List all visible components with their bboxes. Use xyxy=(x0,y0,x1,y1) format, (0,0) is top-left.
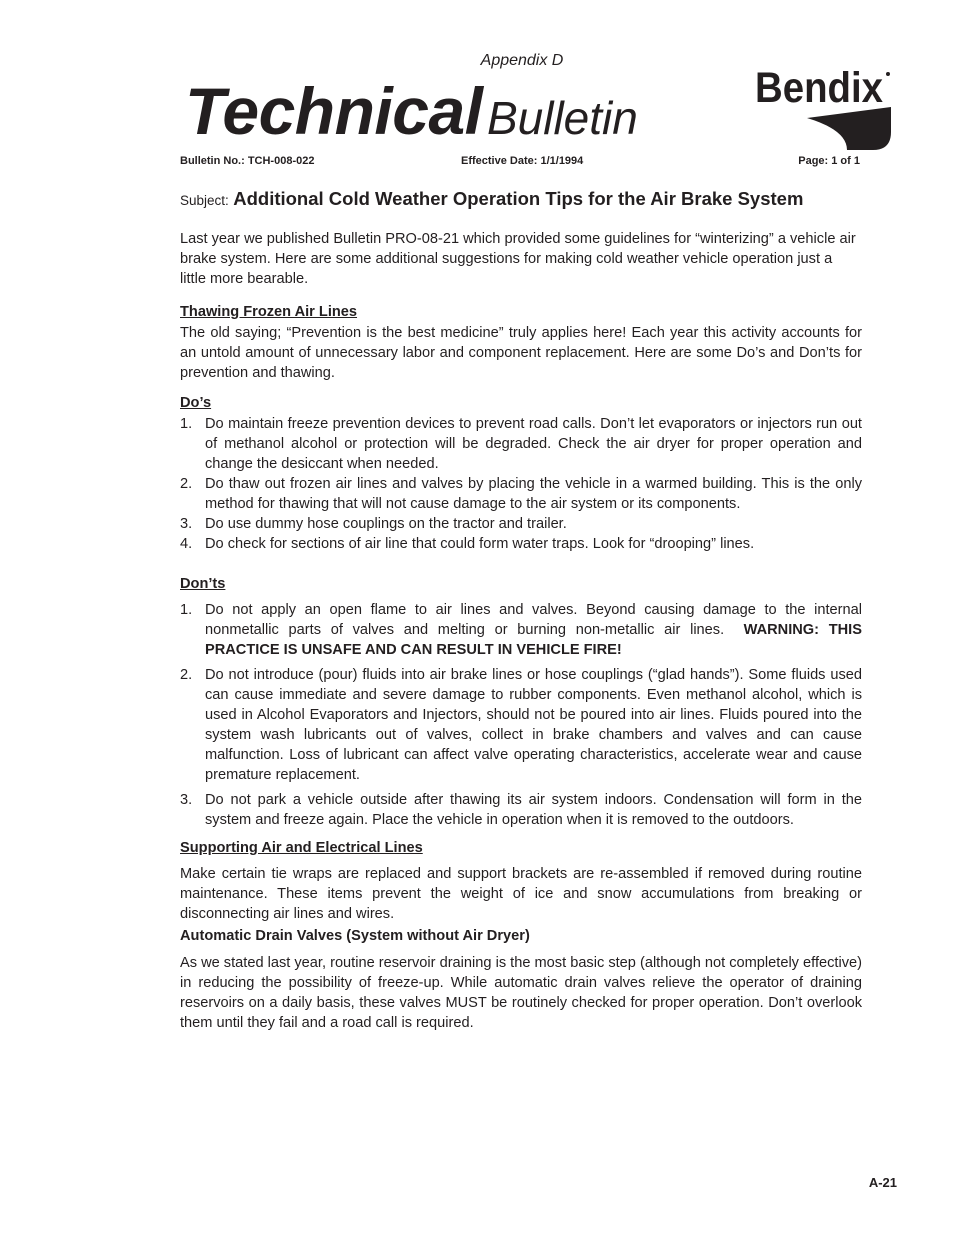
subject-label: Subject: xyxy=(180,193,229,208)
page-title xyxy=(185,74,638,148)
drain-heading: Automatic Drain Valves (System without Air Dryer) xyxy=(180,928,530,944)
logo-text: Bendix xyxy=(755,64,884,112)
list-item: 3. Do use dummy hose couplings on the tractor and trailer. xyxy=(180,516,567,532)
warning-text: WARNING: THIS PRACTICE IS UNSAFE AND CAN RESULT IN VEHICLE FIRE! xyxy=(205,622,862,658)
logo-swoosh xyxy=(807,107,891,150)
supporting-paragraph: Make certain tie wraps are replaced and support brackets are re-assembled if removed during routine maintenance. These items prevent the weight of ice and snow accumulations from breaking or disconnecting air lines and wires. xyxy=(180,866,862,922)
bendix-logo xyxy=(755,62,895,154)
dos-heading: Do’s xyxy=(180,395,212,411)
title-bulletin: Bulletin xyxy=(486,92,638,144)
subject-text: Additional Cold Weather Operation Tips for the Air Brake System xyxy=(233,188,804,209)
effective-date: Effective Date: 1/1/1994 xyxy=(461,155,584,167)
dos-list xyxy=(180,414,862,554)
list-item: 2. Do thaw out frozen air lines and valves by placing the vehicle in a warmed building. This is the only method for thawing that will not cause damage to the air system or its components. xyxy=(180,476,862,512)
page-count: Page: 1 of 1 xyxy=(798,155,860,167)
donts-list xyxy=(180,600,862,830)
page-number: A-21 xyxy=(868,1175,897,1190)
subject-line xyxy=(180,188,803,210)
bulletin-number: Bulletin No.: TCH-008-022 xyxy=(180,155,315,167)
list-item: 1. Do not apply an open flame to air lines and valves. Beyond causing damage to the internal nonmetallic parts of valves and melting or burning non-metallic air lines. WARNING: THIS PRACTICE IS UNSAFE AND CAN RESULT IN VEHICLE FIRE! xyxy=(180,602,862,658)
supporting-heading: Supporting Air and Electrical Lines xyxy=(180,840,423,856)
list-item: 1. Do maintain freeze prevention devices to prevent road calls. Don’t let evaporators or injectors run out of methanol alcohol or protection will be degraded. Check the air dryer for proper operation and change the desiccant when needed. xyxy=(180,416,862,472)
intro-paragraph: Last year we published Bulletin PRO-08-21 which provided some guidelines for “winterizing” a vehicle air brake system. Here are some additional suggestions for making cold weather vehicle operation just a little more bearable. xyxy=(180,231,856,287)
thawing-paragraph: The old saying; “Prevention is the best medicine” truly applies here! Each year this activity accounts for an untold amount of unnecessary labor and component replacement. Here are some Do’s and Don’ts for prevention and thawing. xyxy=(180,325,862,381)
list-item: 2. Do not introduce (pour) fluids into air brake lines or hose couplings (“glad hands”). Some fluids used can cause immediate and severe damage to rubber components. Even methanol alcohol, which is used in Alcohol Evaporators and Injectors, should not be poured into air lines. Fluids poured into the system wash lubricants out of valves, collect in brake chambers and valves and can cause malfunction. Loss of lubricant can affect valve operating characteristics, accelerate wear and cause premature replacement. xyxy=(180,667,862,783)
list-item: 3. Do not park a vehicle outside after thawing its air system indoors. Condensation will form in the system and freeze again. Place the vehicle in operation when it is removed to the outdoors. xyxy=(180,792,862,828)
drain-paragraph: As we stated last year, routine reservoir draining is the most basic step (although not completely effective) in reducing the possibility of freeze-up. While automatic drain valves relieve the operator of draining reservoirs on a daily basis, these valves MUST be routinely checked for proper operation. Don’t overlook them until they fail and a road call is required. xyxy=(180,955,862,1031)
donts-heading: Don’ts xyxy=(180,576,226,592)
title-technical: Technical xyxy=(185,74,483,148)
appendix-label: Appendix D xyxy=(480,52,564,69)
list-item: 4. Do check for sections of air line that could form water traps. Look for “drooping” lines. xyxy=(180,536,755,552)
thawing-heading: Thawing Frozen Air Lines xyxy=(180,304,358,320)
